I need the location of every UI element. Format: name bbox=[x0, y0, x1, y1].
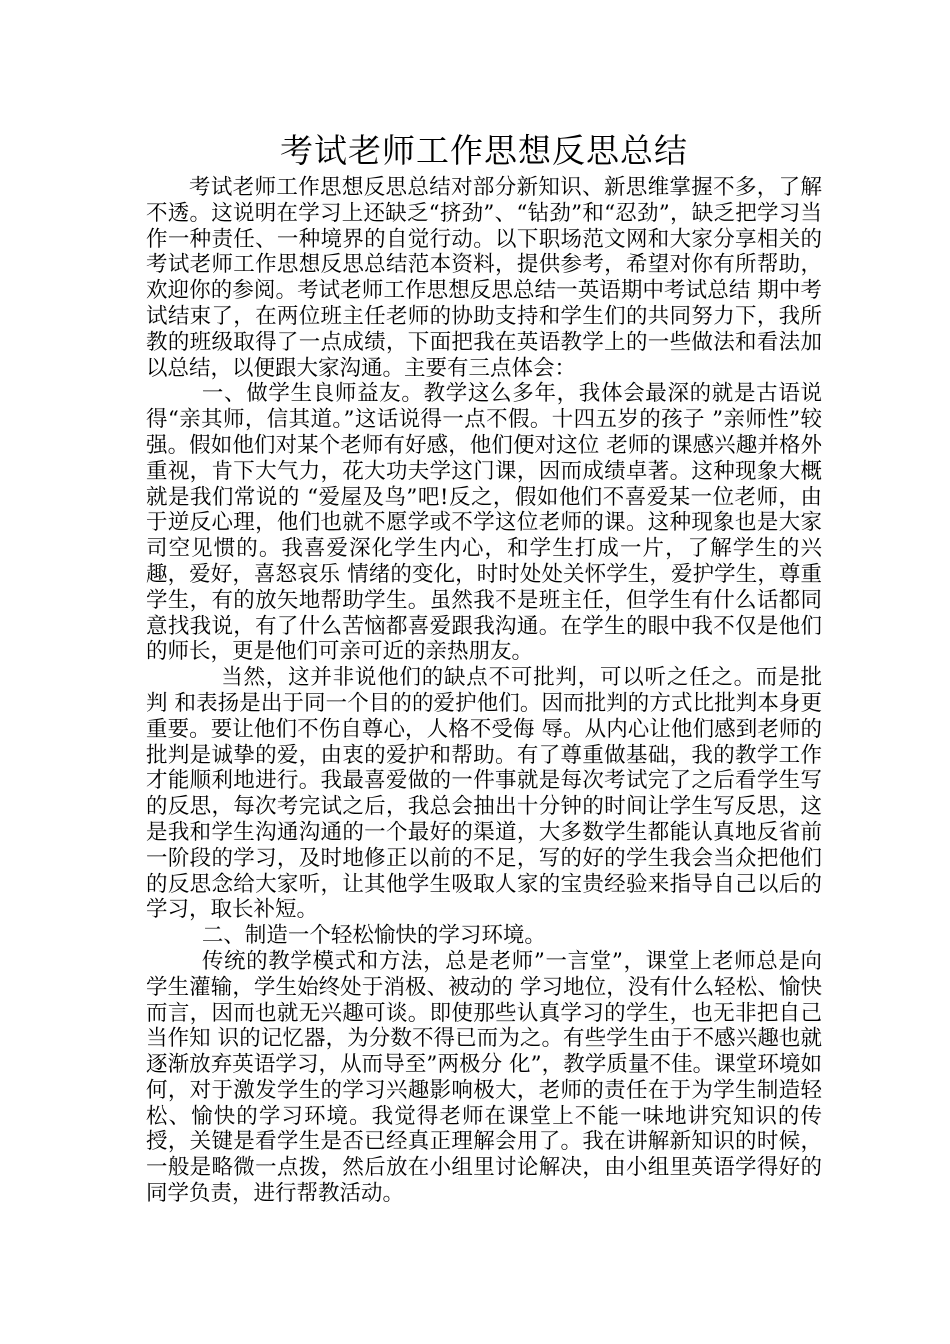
paragraph-point-two-heading: 二、制造一个轻松愉快的学习环境。 bbox=[201, 923, 546, 949]
paragraph-criticism: 当然，这并非说他们的缺点不可批判，可以听之任之。而是批判 和表扬是出于同一个目的的爱护他们。因而批判的方式比批判本身更重要。要让他们不伤自尊心，人格不受侮 辱。从内心让他们感到老师的批判是诚挚的爱，由衷的爱护和帮助。有了尊重做基础，我的教学工作才能顺利地进行。我最喜爱做的一件事就是每次考试完了之后看学生写的反思，每次考完试之后，我总会抽出十分钟的时间让学生写反思，这是我和学生沟通沟通的一个最好的渠道，大多数学生都能认真地反省前一阶段的学习，及时地修正以前的不足，写的好的学生我会当众把他们的反思念给大家听，让其他学生吸取人家的宝贵经验来指导自己以后的学习，取长补短。 bbox=[146, 665, 822, 923]
document-title: 考试老师工作思想反思总结 bbox=[280, 131, 688, 170]
document-page bbox=[146, 127, 822, 1207]
paragraph-teaching-mode: 传统的教学模式和方法，总是老师”一言堂”，课堂上老师总是向学生灌输，学生始终处于消极、被动的 学习地位，没有什么轻松、愉快而言，因而也就无兴趣可谈。即使那些认真学习的学生，也无非把自己当作知 识的记忆器，为分数不得已而为之。有些学生由于不感兴趣也就逐渐放弃英语学习，从而导至”两极分 化”，教学质量不佳。课堂环境如何，对于激发学生的学习兴趣影响极大，老师的责任在于为学生制造轻松、愉快的学习环境。我觉得老师在课堂上不能一味地讲究知识的传授，关键是看学生是否已经真正理解会用了。我在讲解新知识的时候，一般是略微一点拨，然后放在小组里讨论解决，由小组里英语学得好的同学负责，进行帮教活动。 bbox=[146, 948, 822, 1207]
paragraph-intro: 考试老师工作思想反思总结对部分新知识、新思维掌握不多，了解不透。这说明在学习上还缺乏“挤劲”、“钻劲”和“忍劲”，缺乏把学习当作一种责任、一种境界的自觉行动。以下职场范文网和大家分享相关的考试老师工作思想反思总结范本资料，提供参考，希望对你有所帮助，欢迎你的参阅。考试老师工作思想反思总结一英语期中考试总结 期中考试结束了，在两位班主任老师的协助支持和学生们的共同努力下，我所教的班级取得了一点成绩，下面把我在英语教学上的一些做法和看法加以总结，以便跟大家沟通。主要有三点体会： bbox=[146, 175, 822, 381]
paragraph-point-one: 一、做学生良师益友。教学这么多年，我体会最深的就是古语说得“亲其师，信其道。”这话说得一点不假。十四五岁的孩子 ”亲师性”较强。假如他们对某个老师有好感，他们便对这位 老师的课感兴趣并格外重视，肯下大气力，花大功夫学这门课，因而成绩卓著。这种现象大概就是我们常说的 “爱屋及鸟”吧!反之，假如他们不喜爱某一位老师，由于逆反心理，他们也就不愿学或不学这位老师的课。这种现象也是大家司空见惯的。我喜爱深化学生内心，和学生打成一片，了解学生的兴趣，爱好，喜怒哀乐 情绪的变化，时时处处关怀学生，爱护学生，尊重学生，有的放矢地帮助学生。虽然我不是班主任，但学生有什么话都同意找我说，有了什么苦恼都喜爱跟我沟通。在学生的眼中我不仅是他们的师长，更是他们可亲可近的亲热朋友。 bbox=[146, 381, 822, 665]
